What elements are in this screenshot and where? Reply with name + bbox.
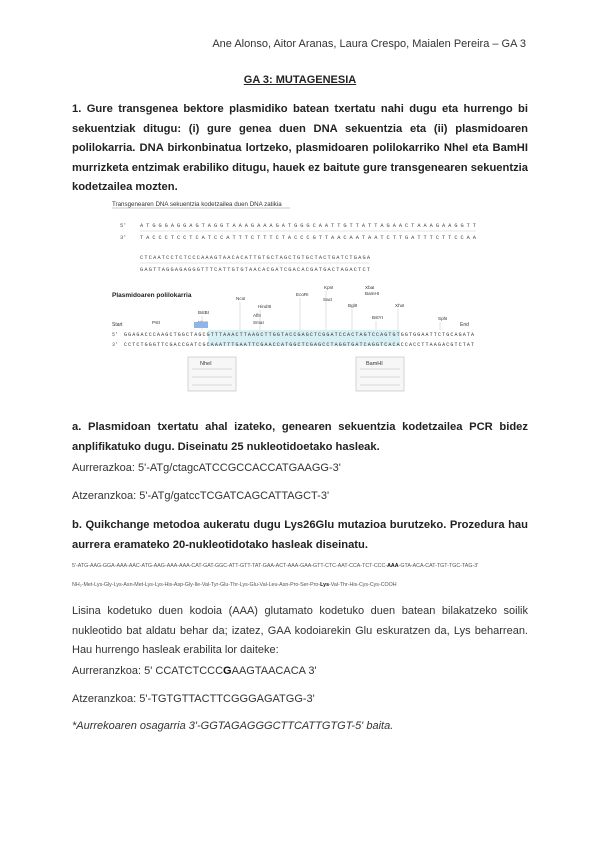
page-title: GA 3: MUTAGENESIA [243, 74, 357, 86]
enzyme-label: KpnI [324, 285, 334, 290]
gene-row1-bot: TACCCTCCTCATCCATTTCTTTCTACCCGTTAACAATAATCTTGATTTCTTCCAA [140, 235, 476, 241]
enzyme-label: BstBI [198, 310, 209, 315]
enzyme-labels-top [296, 285, 379, 302]
mutagenic-primer-reverse: Atzeranzkoa: 5'-TGTGTTACTTCGGGAGATGG-3' [72, 693, 315, 705]
seq-label-5: 5' [120, 222, 127, 229]
gene-row1-top: ATGGGAGGAGTAGGTAAAGAAAGATGGGCAATTGTTATTAGAACTAAAGAAGGTT [140, 223, 476, 229]
mutagenic-primer-forward: Aurreranzkoa: 5' CCATCTCCCGAAGTAACACA 3' [72, 665, 317, 677]
gene-row2-top: CTCAATCCTCTCCCAAAGTAACACATTGTGCTAGCTGTGCTACTGATCTGAGA [140, 255, 370, 261]
enzyme-label: XhoI [395, 303, 405, 308]
nhei-cut-box [188, 357, 236, 391]
enzyme-label: NcoI [236, 296, 246, 301]
enzyme-label: PstI [152, 320, 160, 325]
enzyme-label: BamHI [365, 291, 380, 296]
question-b: b. Quikchange metodoa aukeratu dugu Lys26Glu mutazioa burutzeko. Prozedura hau aurrera eramateko 20-nukleotidotako hasleak diseinatu. [72, 519, 528, 551]
seq-label-5: 5' [112, 332, 119, 338]
enzyme-label: AflII [253, 313, 261, 318]
enzyme-label: SacI [323, 297, 333, 302]
primer-forward: Aurrerazkoa: 5'-ATg/ctagcATCCGCCACCATGAAGG-3' [72, 462, 341, 474]
polylinker-bot: CCTCTGGGTTCGACCGATCGCAAATTTGAATTCGAACCATGGCTCGAGCCTAGGTGATCAGGTCACACCACCTTAAGACGTCTAT [124, 342, 475, 348]
primer-reverse: Atzeranzkoa: 5'-ATg/gatccTCGATCAGCATTAGCT-3' [72, 490, 330, 502]
enzyme-label: BglII [348, 303, 358, 308]
page-header: Ane Alonso, Aitor Aranas, Laura Crespo, Maialen Pereira – GA 3 [212, 38, 526, 50]
poly-end-label: End [460, 322, 469, 328]
enzyme-label: BstYI [372, 315, 383, 320]
enzyme-label: HindIII [258, 304, 272, 309]
polylinker-top: GGAGACCCAAGCTGGCTAGCGTTTAAACTTAAGCTTGGTACCGAGCTCGGATCCACTAGTCCAGTGTGGTGGAATTCTGCAGATA [124, 332, 475, 338]
figure-title-2: Plasmidoaren polilokarria [112, 292, 192, 299]
gene-row2-bot: GAGTTAGGAGAGGGTTTCATTGTGTAACACGATCGACACGATGACTAGACTCT [140, 267, 370, 273]
question-a: a. Plasmidoan txertatu ahal izateko, genearen sekuentzia kodetzailea PCR bidez anplifikatuko dugu. Diseinatu 25 nukleotidoetako hasleak. [72, 421, 528, 453]
bamhi-label: BamHI [366, 361, 383, 367]
dna-sequence-line: 5'-ATG-AAG-GGA-AAA-AAC-ATG-AAG-AAA-AAA-CAT-GAT-GGC-ATT-GTT-TAT-GAA-ACT-AAA-GAA-GTT-CTC-AAT-CCA-TCT-CCC-AAA-GTA-ACA-CAT-TGT-TGC-TAG-3' [72, 563, 479, 569]
explanation-paragraph: Lisina kodetuko duen kodoia (AAA) glutamato kodetuko duen batean bilakatzeko soilik nukleotido bat aldatu behar da; izatez, GAA kodoiarekin Glu eskuratzen da, Lys beharrean. Hau hurrengo hasleak erabilita lor daiteke: [72, 605, 528, 656]
protein-sequence-line: NH₂-Met-Lys-Gly-Lys-Asn-Met-Lys-Lys-His-Asp-Gly-Ile-Val-Tyr-Glu-Thr-Lys-Glu-Val-Leu-Asn-Pro-Ser-Pro-Lys-Val-Thr-His-Cys-Cys-COOH [72, 582, 397, 588]
question-1: 1. Gure transgenea bektore plasmidiko batean txertatu nahi dugu eta hurrengo bi sekuentziak ditugu: (i) gure genea duen DNA sekuentzia eta (ii) plasmidoaren polilokarria. DNA birkonbinatua lortzeko, plasmidoaren polilokarriko NheI eta BamHI murrizketa entzimak erabiliko ditugu, hauek ez baitute gure transgenearen sekuentzia kodetzailea mozten. [72, 103, 528, 193]
seq-label-3: 3' [120, 234, 127, 241]
footnote: *Aurrekoaren osagarria 3'-GGTAGAGGGCTTCATTGTGT-5' baita. [72, 720, 394, 732]
figure-title-1: Transgenearen DNA sekuentzia kodetzailea duen DNA zatikia [112, 201, 282, 208]
nhei-label: NheI [200, 361, 212, 367]
nhei-site-marker [194, 322, 208, 328]
enzyme-label: EcoRI [296, 292, 309, 297]
poly-start-label: Start [112, 322, 123, 328]
enzyme-label: XbaI [365, 285, 375, 290]
sequence-figure [110, 197, 488, 407]
seq-label-3: 3' [112, 342, 119, 348]
enzyme-labels-mid [152, 296, 447, 325]
bamhi-cut-box [356, 357, 404, 391]
enzyme-label: SmaI [253, 320, 264, 325]
enzyme-label: SphI [438, 316, 448, 321]
